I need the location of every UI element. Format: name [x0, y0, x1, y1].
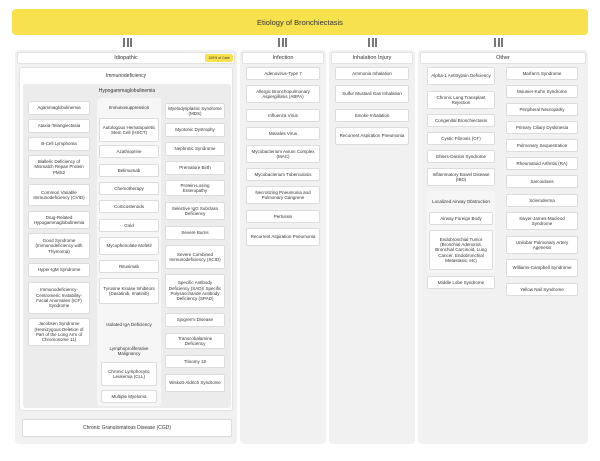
immunosuppression-item: Chronic Lymphocytic Leukemia (CLL)	[101, 362, 157, 386]
other-item: Unilobar Pulmonary Artery Agenesis	[506, 236, 578, 254]
immunodeficiency-item: Nephrotic Syndrome	[165, 142, 225, 156]
immunosuppression-item: Lymphoproliferative Malignancy	[99, 342, 159, 360]
immunosuppression-item: Isolated IgA Deficiency	[99, 316, 159, 334]
immunodeficiency-item: Protein-Losing Enteropathy	[165, 180, 225, 196]
immunosuppression-item: Mycophenolate Mofetil	[99, 237, 159, 255]
immunodeficiency-item: Selective IgG Subclass Deficiency	[165, 202, 225, 220]
other-item: Scleroderma	[506, 194, 578, 207]
infection-item: Recurrent Aspiration Pneumonia	[246, 228, 320, 246]
other-item: Cystic Fibrosis (CF)	[427, 132, 495, 145]
infection-item: Necrotizing Pneumonia and Pulmonary Gangrene	[246, 186, 320, 204]
immunodeficiency-item: Transcobalamine Deficiency	[165, 333, 225, 349]
immunodeficiency-item: Wiskott-Aldrich Syndrome	[165, 374, 225, 392]
other-item: Marfan's Syndrome	[506, 67, 578, 80]
infection-item: Allergic Bronchopulmonary Aspergillosis (ABPA)	[246, 85, 320, 103]
infection-item: Mycobacterium Tuberculosis	[246, 168, 320, 181]
immunodeficiency-label: Immunodeficiency	[105, 73, 147, 79]
inhalation-item: Sulfur Mustard Gas Inhalation	[335, 85, 409, 103]
hypogamma-item: B-Cell Lymphoma	[28, 137, 90, 151]
inhalation-item: Smoke Inhalation	[335, 109, 409, 122]
other-item: Chronic Lung Transplant Rejection	[427, 91, 495, 109]
infection-item: Influenza Virus	[246, 109, 320, 122]
other-item: Swyer-James-Macleod Syndrome	[506, 212, 578, 230]
connector-other	[494, 38, 503, 47]
other-item: Williams-Campbell Syndrome	[506, 259, 578, 277]
hypogamma-item: Hyper-IgM Syndrome	[28, 263, 90, 277]
immunosuppression-item: Corticosteroids	[99, 200, 159, 213]
immunodeficiency-item: Severe Combined Immunodeficiency (SCID)	[165, 245, 225, 269]
hypogamma-item: Good Syndrome (Immunodeficiency with Thymoma)	[28, 233, 90, 259]
other-item: Mounier-Kuhn Syndrome	[506, 85, 578, 98]
column-header-inhalation: Inhalation Injury	[331, 52, 413, 64]
hypogamma-item: Agammaglobulinemia	[28, 101, 90, 115]
immunodeficiency-item: Myelodysplastic Syndrome (MDS)	[165, 103, 225, 119]
immunosuppression-label: Immunosuppression	[108, 105, 150, 111]
other-item: Peripheral Neuropathy	[506, 103, 578, 116]
other-item: Inflammatory Bowel Disease (IBD)	[427, 168, 495, 186]
immunosuppression-item: Tyrosine Kinase Inhibitors (Dasatinib, Imatinib)	[99, 278, 159, 304]
other-item: Middle Lobe Syndrome	[427, 276, 495, 289]
other-item: Yellow Nail Syndrome	[506, 283, 578, 296]
column-header-other: Other	[420, 52, 586, 64]
immunodeficiency-item: Myotonic Dystrophy	[165, 123, 225, 137]
immunodeficiency-item: Trisomy 18	[165, 355, 225, 368]
cgd-box: Chronic Granulomatous Disease (CGD)	[22, 419, 232, 437]
hypogamma-item: Biallelic Deficiency of Mismatch Repair Protein PMS2	[28, 155, 90, 179]
column-label-idiopathic: Idiopathic	[114, 55, 138, 61]
other-item: Primary Ciliary Dyskinesia	[506, 121, 578, 134]
other-item: Pulmonary Sequestration	[506, 139, 578, 152]
column-header-idiopathic	[17, 52, 235, 64]
care-tag: 100% of Care	[205, 54, 233, 62]
inhalation-item: Recurrent Aspiration Pneumonia	[335, 127, 409, 145]
other-item: Ehlers-Danlos Syndrome	[427, 150, 495, 163]
connector-idiopathic	[123, 38, 132, 47]
other-item: Rheumatoid Arthritis (RA)	[506, 157, 578, 170]
other-item: Localized Airway Obstruction	[432, 199, 490, 205]
other-item: Endobronchial Tumor (Bronchial Adenoma, Bronchial Carcinoid, Lung Cancer, Endobronchial Metastasis, etc)	[429, 230, 493, 270]
other-item: Sarcoidosis	[506, 175, 578, 188]
immunodeficiency-item: Specific Antibody Deficiency (SAD)/ Specific Polysaccharide Antibody Deficiency (SPAD)	[165, 274, 225, 308]
immunosuppression-item: Rituximab	[99, 260, 159, 273]
immunosuppression-item: Multiple Myeloma	[101, 390, 157, 403]
immunosuppression-item: Chemotherapy	[99, 182, 159, 195]
hypogamma-item: Common Variable Immunodeficiency (CVID)	[28, 184, 90, 206]
immunosuppression-item: Gold	[99, 219, 159, 232]
hypogamma-item: Ataxia-Telangiectasia	[28, 119, 90, 133]
connector-infection	[278, 38, 287, 47]
inhalation-item: Ammonia Inhalation	[335, 67, 409, 80]
immunodeficiency-item: Premature Birth	[165, 161, 225, 175]
connector-inhalation	[368, 38, 377, 47]
infection-item: Pertussis	[246, 210, 320, 223]
infection-item: Adenovirus-Type 7	[246, 67, 320, 80]
hypogamma-item: Immunodeficiency-Centromeric Instability-Facial Anomalies (ICF) Syndrome	[28, 282, 90, 314]
immunosuppression-item: Azathioprine	[99, 145, 159, 158]
hypogamma-item: Drug-Related Hypogammaglobulinemia	[28, 211, 90, 229]
immunosuppression-item: Autologous Hematopoietic Stem Cell (HSCT)	[99, 118, 159, 142]
other-item: Airway Foreign Body	[429, 212, 493, 225]
infection-item: Measles Virus	[246, 127, 320, 140]
infection-item: Mycobacterium Avium Complex (MAC)	[246, 145, 320, 163]
other-item: Congenital Bronchiectasis	[427, 114, 495, 127]
diagram-title: Etiology of Bronchiectasis	[12, 9, 588, 35]
hypogamma-label: Hypogammaglobulinemia	[98, 88, 156, 94]
immunodeficiency-item: Severe Burns	[165, 226, 225, 240]
hypogamma-item: Jacobsen Syndrome (Hemizygous Deletion of Part of the Long Arm of Chromosome 11)	[28, 318, 90, 346]
other-item: Alpha-1 Antitrypsin Deficiency	[427, 67, 495, 85]
immunosuppression-item: Belimumab	[99, 164, 159, 177]
immunodeficiency-item: Sjogren's Disease	[165, 313, 225, 327]
column-header-infection: Infection	[242, 52, 324, 64]
